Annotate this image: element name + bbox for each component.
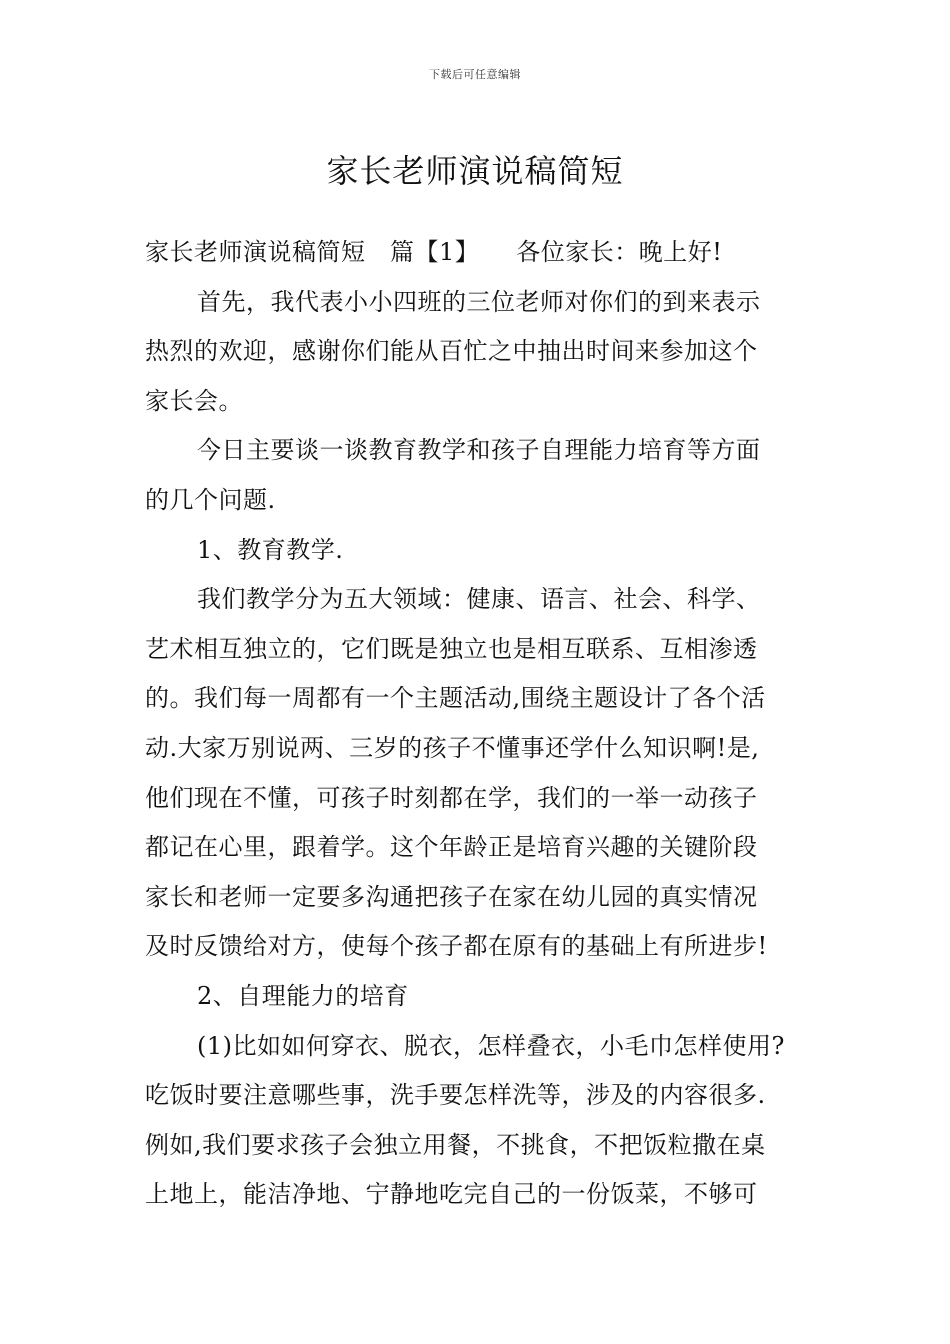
paragraph-line: 及时反馈给对方，使每个孩子都在原有的基础上有所进步! [145,932,768,961]
paragraph-line: 都记在心里，跟着学。这个年龄正是培育兴趣的关键阶段 [145,833,758,862]
paragraph-line: 我们教学分为五大领域：健康、语言、社会、科学、 [197,585,761,614]
section-heading: 2、自理能力的培育 [197,981,409,1010]
document-title: 家长老师演说稿简短 [326,152,624,191]
paragraph-line: 家长和老师一定要多沟通把孩子在家在幼儿园的真实情况 [145,882,758,911]
section-heading: 1、教育教学. [197,535,344,564]
paragraph-line: 例如,我们要求孩子会独立用餐，不挑食，不把饭粒撒在桌 [145,1130,766,1159]
paragraph-line: 家长会。 [145,386,243,415]
header-note: 下载后可任意编辑 [429,68,521,81]
paragraph-line: 家长老师演说稿简短 篇【1】 各位家长：晚上好! [145,238,723,266]
paragraph-line: 热烈的欢迎，感谢你们能从百忙之中抽出时间来参加这个 [145,337,758,366]
paragraph-line: 艺术相互独立的，它们既是独立也是相互联系、互相渗透 [145,634,758,663]
document-body [145,228,810,1220]
paragraph-line: 的。我们每一周都有一个主题活动,围绕主题设计了各个活 [145,684,766,713]
paragraph-line: 吃饭时要注意哪些事，洗手要怎样洗等，涉及的内容很多. [145,1081,766,1110]
paragraph-line: 的几个问题. [145,485,276,514]
paragraph-line: (1)比如如何穿衣、脱衣，怎样叠衣，小毛巾怎样使用? [197,1031,785,1060]
paragraph-line: 今日主要谈一谈教育教学和孩子自理能力培育等方面 [197,436,761,465]
paragraph-line: 动.大家万别说两、三岁的孩子不懂事还学什么知识啊!是, [145,733,760,762]
paragraph-line: 首先，我代表小小四班的三位老师对你们的到来表示 [197,287,761,316]
paragraph-line: 上地上，能洁净地、宁静地吃完自己的一份饭菜，不够可 [145,1180,758,1209]
paragraph-line: 他们现在不懂，可孩子时刻都在学，我们的一举一动孩子 [145,783,758,812]
